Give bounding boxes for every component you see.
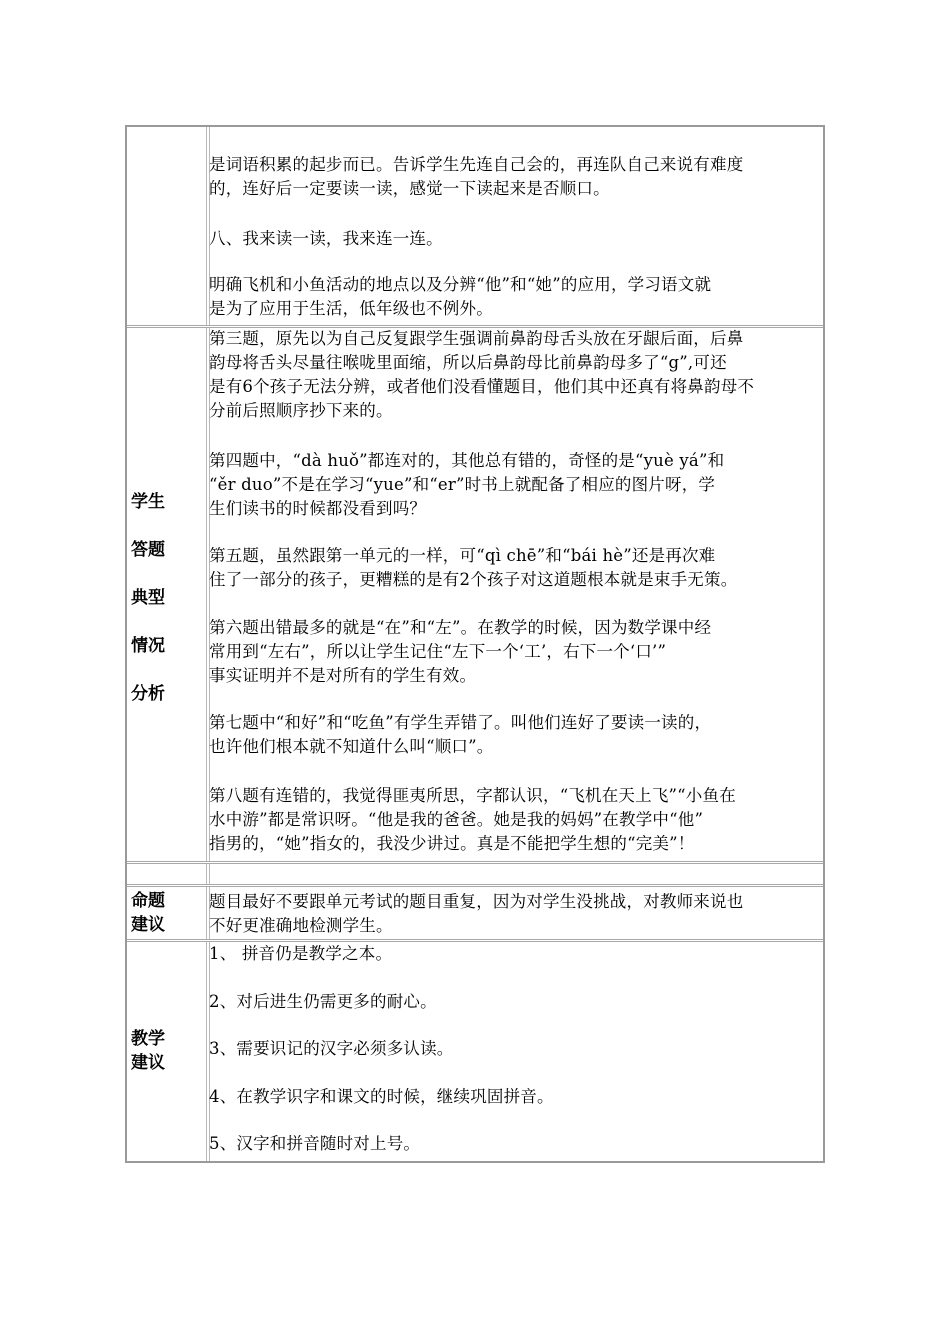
paragraph: 八、我来读一读，我来连一连。 bbox=[209, 229, 443, 248]
list-item: 1、 拼音仍是教学之本。 bbox=[209, 944, 393, 963]
row-answer-analysis bbox=[127, 328, 823, 861]
summary-table bbox=[125, 125, 825, 1163]
list-item: 4、在教学识字和课文的时候，继续巩固拼音。 bbox=[209, 1087, 554, 1106]
paragraph: 第八题有连错的，我觉得匪夷所思，字都认识，“飞机在天上飞”“小鱼在 水中游”都是常识呀。“他是我的爸爸。她是我的妈妈”在教学中“他” 指男的，“她”指女的，我没少讲过。真是不能把学生想的“完美”！ bbox=[209, 786, 736, 853]
paragraph: 第五题，虽然跟第一单元的一样，可“qì chē”和“bái hè”还是再次难 住了一部分的孩子，更糟糕的是有2个孩子对这道题根本就是束手无策。 bbox=[209, 546, 738, 589]
label-cell-empty bbox=[129, 127, 207, 325]
paragraph: 第六题出错最多的就是“在”和“左”。在教学的时候，因为数学课中经 常用到“左右”，所以让学生记住“左下一个‘工’，右下一个‘口’” 事实证明并不是对所有的学生有效。 bbox=[209, 618, 712, 685]
row-teaching-advice bbox=[127, 942, 823, 1161]
empty-cell bbox=[209, 864, 821, 884]
row-empty bbox=[127, 864, 823, 884]
empty-cell bbox=[129, 864, 207, 884]
row-proposal-advice bbox=[127, 887, 823, 939]
list-item: 5、汉字和拼音随时对上号。 bbox=[209, 1134, 421, 1153]
paragraph: 题目最好不要跟单元考试的题目重复，因为对学生没挑战，对教师来说也 不好更准确地检测学生。 bbox=[209, 892, 744, 935]
proposal-label: 命题 建议 bbox=[131, 891, 165, 935]
paragraph: 第四题中，“dà huǒ”都连对的，其他总有错的，奇怪的是“yuè yá”和 “ěr duo”不是在学习“yue”和“er”时书上就配备了相应的图片呀，学 生们读书的时候都没看到吗？ bbox=[209, 451, 725, 518]
teaching-label: 教学 建议 bbox=[131, 1029, 165, 1073]
paragraph: 第三题，原先以为自己反复跟学生强调前鼻韵母舌头放在牙龈后面，后鼻 韵母将舌头尽量往喉咙里面缩，所以后鼻韵母比前鼻韵母多了“g”,可还 是有6个孩子无法分辨，或者他们没看懂题目，他们其中还真有将鼻韵母不 分前后照顺序抄下来的。 bbox=[209, 329, 755, 420]
list-item: 2、对后进生仍需更多的耐心。 bbox=[209, 992, 437, 1011]
paragraph: 第七题中“和好”和“吃鱼”有学生弄错了。叫他们连好了要读一读的， 也许他们根本就不知道什么叫“顺口”。 bbox=[209, 713, 712, 756]
paragraph: 明确飞机和小鱼活动的地点以及分辨“他”和“她”的应用，学习语文就 是为了应用于生活，低年级也不例外。 bbox=[209, 275, 712, 318]
list-item: 3、需要识记的汉字必须多认读。 bbox=[209, 1039, 454, 1058]
analysis-label: 学生 答题 典型 情况 分析 bbox=[131, 492, 165, 704]
row-continuation bbox=[127, 127, 823, 325]
paragraph: 是词语积累的起步而已。告诉学生先连自己会的，再连队自己来说有难度 的，连好后一定要读一读，感觉一下读起来是否顺口。 bbox=[209, 155, 744, 198]
